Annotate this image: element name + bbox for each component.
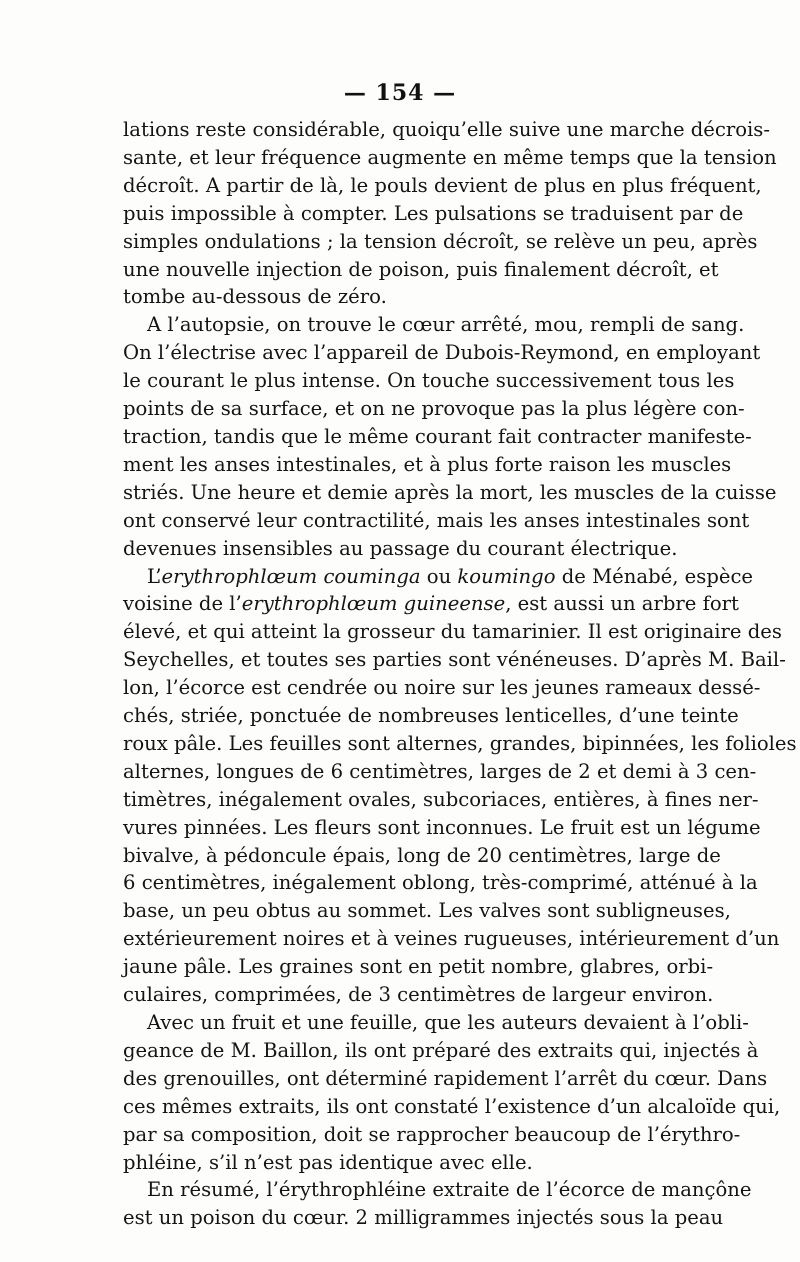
text-line: Seychelles, et toutes ses parties sont vénéneuses. D’après M. Bail- xyxy=(123,648,786,672)
text-line: 6 centimètres, inégalement oblong, très-comprimé, atténué à la xyxy=(123,871,758,895)
text-line: ces mêmes extraits, ils ont constaté l’existence d’un alcaloïde qui, xyxy=(123,1094,781,1118)
text-line: ont conservé leur contractilité, mais les anses intestinales sont xyxy=(123,508,750,532)
text-line: lations reste considérable, quoiqu’elle suive une marche décrois- xyxy=(123,118,770,141)
text-run: L’ xyxy=(147,564,162,588)
text-line: lon, l’écorce est cendrée ou noire sur les jeunes rameaux dessé- xyxy=(123,676,761,700)
text-run: de Ménabé, espèce xyxy=(555,564,754,588)
species-name: koumingo xyxy=(457,564,556,588)
text-line xyxy=(123,563,754,591)
species-name: erythrophlœum guineense xyxy=(241,592,506,616)
text-line: points de sa surface, et on ne provoque pas la plus légère con- xyxy=(123,397,745,421)
text-line: phléine, s’il n’est pas identique avec elle. xyxy=(123,1150,533,1174)
text-line: base, un peu obtus au sommet. Les valves sont subligneuses, xyxy=(123,899,731,923)
text-line: striés. Une heure et demie après la mort, les muscles de la cuisse xyxy=(123,480,777,504)
text-line: A l’autopsie, on trouve le cœur arrêté, mou, rempli de sang. xyxy=(147,313,745,337)
text-line: une nouvelle injection de poison, puis finalement décroît, et xyxy=(123,257,719,281)
text-line: puis impossible à compter. Les pulsations se traduisent par de xyxy=(123,201,744,225)
text-run: voisine de l’ xyxy=(123,592,242,616)
text-line: décroît. A partir de là, le pouls devient de plus en plus fréquent, xyxy=(123,173,762,197)
text-line: devenues insensibles au passage du courant électrique. xyxy=(123,536,678,560)
text-line: sante, et leur fréquence augmente en même temps que la tension xyxy=(123,145,777,169)
text-run: ou xyxy=(420,564,458,588)
text-line: chés, striée, ponctuée de nombreuses lenticelles, d’une teinte xyxy=(123,704,739,728)
text-line: simples ondulations ; la tension décroît, se relève un peu, après xyxy=(123,229,758,253)
text-line: geance de M. Baillon, ils ont préparé des extraits qui, injectés à xyxy=(123,1038,759,1062)
text-line: traction, tandis que le même courant fait contracter manifeste- xyxy=(123,424,752,448)
text-line: tombe au-dessous de zéro. xyxy=(123,285,387,309)
text-line: On l’électrise avec l’appareil de Dubois-Reymond, en employant xyxy=(123,341,761,365)
text-line: est un poison du cœur. 2 milligrammes injectés sous la peau xyxy=(123,1206,724,1230)
text-line: des grenouilles, ont déterminé rapidement l’arrêt du cœur. Dans xyxy=(123,1066,768,1090)
page-number: — 154 — xyxy=(343,80,457,106)
text-line: Avec un fruit et une feuille, que les auteurs devaient à l’obli- xyxy=(147,1011,749,1034)
text-run: , est aussi un arbre fort xyxy=(505,592,739,616)
text-line: le courant le plus intense. On touche successivement tous les xyxy=(123,369,735,393)
text-line: vures pinnées. Les fleurs sont inconnues. Le fruit est un légume xyxy=(123,815,761,839)
text-line xyxy=(123,590,739,618)
species-name: erythrophlœum couminga xyxy=(161,564,421,588)
text-line: bivalve, à pédoncule épais, long de 20 centimètres, large de xyxy=(123,843,721,867)
text-line: culaires, comprimées, de 3 centimètres de largeur environ. xyxy=(123,983,714,1007)
text-line: ment les anses intestinales, et à plus forte raison les muscles xyxy=(123,452,732,476)
text-line: élevé, et qui atteint la grosseur du tamarinier. Il est originaire des xyxy=(123,620,782,644)
text-line: timètres, inégalement ovales, subcoriaces, entières, à fines ner- xyxy=(123,787,759,811)
text-line: alternes, longues de 6 centimètres, larges de 2 et demi à 3 cen- xyxy=(123,759,757,783)
text-line: roux pâle. Les feuilles sont alternes, grandes, bipinnées, les folioles xyxy=(123,731,797,755)
text-line: extérieurement noires et à veines rugueuses, intérieurement d’un xyxy=(123,927,780,951)
body-text xyxy=(123,116,797,1232)
text-line: En résumé, l’érythrophléine extraite de l’écorce de mançône xyxy=(147,1178,752,1202)
text-line: jaune pâle. Les graines sont en petit nombre, glabres, orbi- xyxy=(123,955,714,979)
text-line: par sa composition, doit se rapprocher beaucoup de l’érythro- xyxy=(123,1122,741,1146)
